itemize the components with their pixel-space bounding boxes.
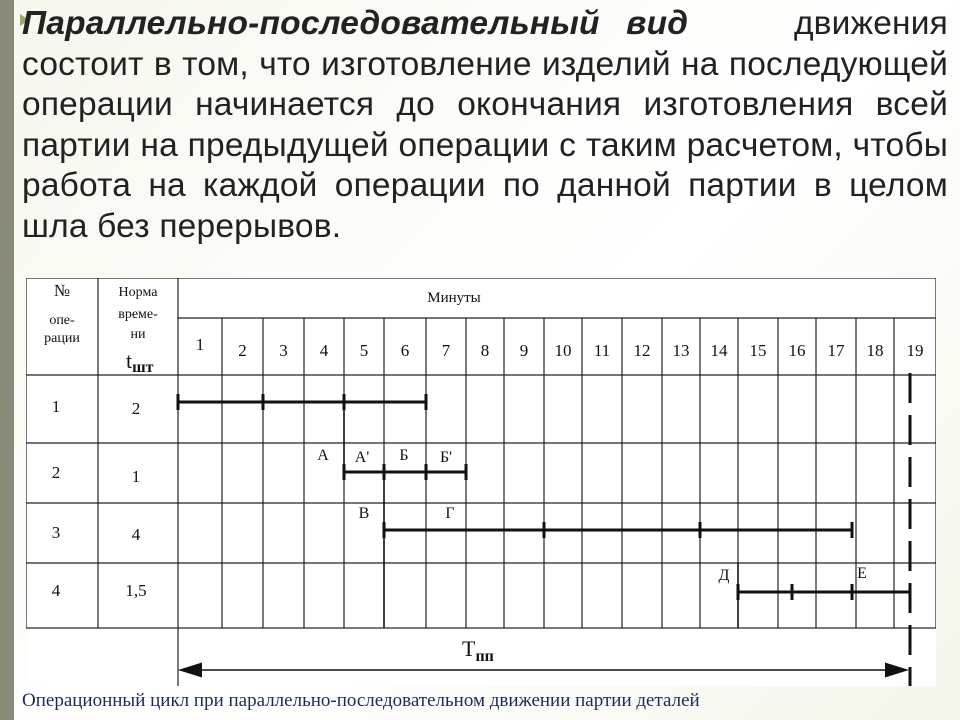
minute-label: 17 bbox=[827, 341, 845, 360]
total-time-label: $T_{пп}$ bbox=[462, 636, 494, 665]
minute-label: 18 bbox=[866, 341, 884, 360]
point-label-v: В bbox=[358, 505, 370, 522]
point-label-e: Е bbox=[857, 565, 867, 582]
minute-label: 7 bbox=[441, 341, 451, 360]
minute-label: 11 bbox=[593, 341, 611, 360]
point-label-b-prime: Б' bbox=[439, 449, 453, 466]
operation-norm: 2 bbox=[131, 399, 141, 418]
minute-label: 15 bbox=[749, 341, 767, 360]
minute-label: 10 bbox=[554, 341, 572, 360]
header-op-number: № bbox=[53, 281, 71, 300]
minute-label: 13 bbox=[672, 341, 690, 360]
figure-caption: Операционный цикл при параллельно-последовательном движении партии деталей bbox=[22, 690, 700, 711]
minute-label: 4 bbox=[319, 341, 329, 360]
header-norm-time: ни bbox=[130, 327, 146, 342]
paragraph-body: движения состоит в том, что изготовление изделий на последующей операции начинается до окончания изготовления всей партии на предыдущей операции с таким расчетом, чтобы работа на каждой операции по данной партии в целом шла без перерывов. bbox=[22, 5, 948, 245]
minute-label: 12 bbox=[633, 341, 651, 360]
minute-label: 8 bbox=[480, 341, 490, 360]
header-minutes: Минуты bbox=[427, 290, 481, 306]
header-t-sht: tшт bbox=[126, 348, 154, 376]
left-accent-bar bbox=[0, 0, 14, 720]
point-label-b: Б bbox=[399, 447, 409, 464]
minute-label: 6 bbox=[400, 341, 410, 360]
operation-number: 1 bbox=[51, 397, 61, 416]
table-border bbox=[26, 278, 936, 628]
minute-label: 14 bbox=[710, 341, 728, 360]
header-op-number: рации bbox=[44, 331, 80, 346]
minute-label: 3 bbox=[279, 341, 288, 360]
gantt-diagram bbox=[26, 278, 936, 686]
operation-norm: 4 bbox=[131, 525, 141, 544]
point-label-g: Г bbox=[445, 505, 455, 522]
description-paragraph bbox=[22, 4, 948, 247]
operation-number: 2 bbox=[51, 463, 61, 482]
header-op-number: опе- bbox=[49, 313, 75, 328]
operation-norm: 1 bbox=[131, 467, 141, 486]
operation-norm: 1,5 bbox=[125, 581, 147, 600]
minute-label: 5 bbox=[359, 341, 369, 360]
minute-label: 9 bbox=[519, 341, 529, 360]
operation-number: 3 bbox=[51, 523, 61, 542]
minute-label: 19 bbox=[906, 341, 924, 360]
point-label-a: А bbox=[317, 447, 329, 464]
point-label-d: Д bbox=[718, 567, 730, 584]
minute-label: 16 bbox=[788, 341, 806, 360]
minute-label: 2 bbox=[238, 341, 247, 360]
operation-number: 4 bbox=[51, 581, 61, 600]
header-norm-time: Норма bbox=[118, 285, 158, 300]
point-label-a-prime: А' bbox=[354, 449, 370, 466]
minute-label: 1 bbox=[195, 335, 205, 354]
header-norm-time: време- bbox=[118, 307, 158, 322]
paragraph-lead: Параллельно-последовательный вид bbox=[22, 5, 689, 42]
